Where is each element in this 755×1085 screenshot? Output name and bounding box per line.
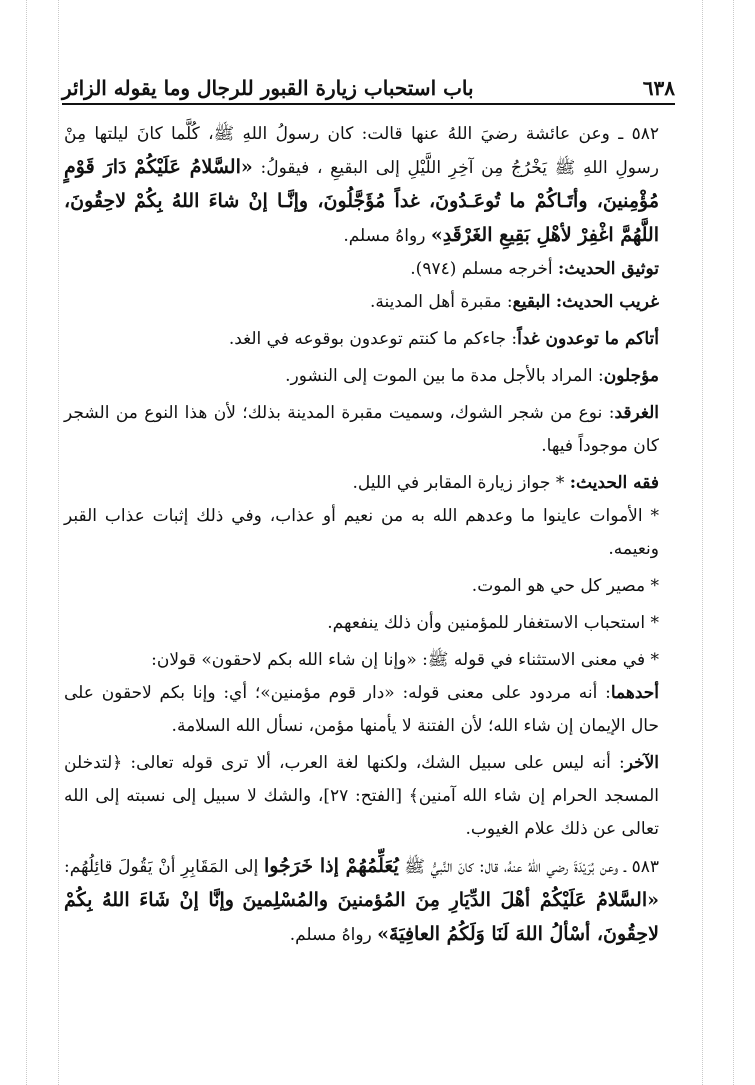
fiqh-point: * مصير كل حي هو الموت. (471, 576, 659, 596)
tawthiq-text: أخرجه مسلم (٩٧٤). (410, 259, 553, 279)
second-opinion-text: : أنه ليس على سبيل الشك، ولكنها لغة العرب، ألا ترى قوله تعالى: ﴿لتدخلن المسجد الحرام إن شاء الله آمنين﴾ [الفتح: ٢٧]، والشك لا سبيل إلى نسبته إلى الله تعالى عن ذلك علام الغيوب. (64, 753, 659, 839)
glossary-text: : المراد بالأجل مدة ما بين الموت إلى النشور. (285, 366, 604, 386)
hadith-583-intro-1: ٥٨٣ ـ وعن بُرَيْدَةَ رضي اللهُ عنهُ، قال: كانَ النَّبيُّ ﷺ (404, 857, 659, 877)
fiqh-point: * استحباب الاستغفار للمؤمنين وأن ذلك ينفعهم. (327, 613, 659, 633)
gharib-term: البقيع (512, 292, 551, 312)
glossary-item (64, 323, 673, 356)
fiqh-point: * الأموات عاينوا ما وعدهم الله به من نعيم أو عذاب، وفي ذلك إثبات عذاب القبر ونعيمه. (64, 506, 659, 559)
hadith-582-quote-3: لاحِقُونَ، اللَّهُمَّ اغْفِرْ لأهْلِ بَقِيعِ الغَرْقَدِ» (64, 190, 659, 246)
hadith-583-quote-1: «السَّلامُ عَلَيْكُمْ أهْلَ الدِّيَارِ مِنَ المُؤمنينَ والمُسْلِمينَ (242, 889, 659, 911)
fiqh-point: * في معنى الاستثناء في قوله ﷺ: «وإنا إن شاء الله بكم لاحقون» قولان: (151, 650, 659, 670)
hadith-582-intro-1: ٥٨٢ ـ وعن عائشة رضيَ اللهُ عنها قالت: كان رسولُ اللهِ ﷺ، كُلَّما كانَ (136, 124, 659, 144)
first-opinion-text: : أنه مردود على معنى قوله: «دار قوم مؤمنين»؛ أي: وإنا بكم لاحقون على حال الإيمان إن شاء الله؛ لأن الفتنة لا يأمنها مؤمن، نسأل الله السلامة. (64, 683, 659, 736)
glossary-term: مؤجلون (603, 366, 659, 386)
gharib-label: غريب الحديث: (555, 292, 659, 312)
hadith-583-intro-2: إلى المَقَابِرِ أنْ يَقُولَ قائِلُهُم: (64, 857, 259, 877)
glossary-term: الغرقد (614, 403, 659, 423)
glossary-text: : جاءكم ما كنتم توعدون بوقوعه في الغد. (228, 329, 518, 349)
tawthiq-section (64, 253, 673, 286)
first-opinion (64, 677, 673, 743)
scan-guide-line (58, 0, 59, 1085)
hadith-582-narrator: رواهُ مسلم. (343, 226, 426, 246)
glossary-item (64, 397, 673, 463)
scan-guide-line (733, 0, 734, 1085)
scan-guide-line (702, 0, 703, 1085)
hadith-582-intro-2: ليلتها مِنْ رسولِ اللهِ ﷺ يَخْرُجُ مِن آخِرِ اللَّيْلِ إلى البقيعِ ، فيقولُ: (64, 124, 660, 178)
hadith-582-quote-2: دَارَ قَوْمٍ مُؤْمِنينَ، وأتَـاكُمْ ما تُوعَـدُونَ، غداً مُؤَجَّلُونَ، وإنَّـا إنْ شاءَ اللهُ بِكُمْ (64, 156, 659, 212)
fiqh-point: * جواز زيارة المقابر في الليل. (352, 473, 565, 493)
hadith-583-intro-1b: يُعَلِّمُهُمْ إذا خَرَجُوا (263, 855, 399, 877)
tawthiq-label: توثيق الحديث: (558, 259, 659, 279)
glossary-term: أتاكم ما توعدون غداً (517, 329, 659, 349)
fiqh-section (64, 467, 673, 500)
hadith-582 (64, 118, 673, 253)
hadith-583-quote-2: وإنَّا إنْ شَاءَ اللهُ بِكُمْ لاحِقُونَ، أسْألُ اللهَ لَنَا وَلَكُمُ العافِيَةَ» (64, 889, 659, 945)
second-opinion-label: الآخر (624, 753, 659, 773)
first-opinion-label: أحدهما (610, 683, 659, 703)
glossary-item (64, 360, 673, 393)
gharib-text: : مقبرة أهل المدينة. (369, 292, 513, 312)
gharib-section (64, 286, 673, 319)
header-rule (62, 103, 675, 105)
page-number: ٦٣٨ (642, 76, 675, 100)
chapter-title: باب استحباب زيارة القبور للرجال وما يقوله الزائر (62, 76, 474, 100)
hadith-583-narrator: رواهُ مسلم. (289, 925, 372, 945)
running-header (62, 70, 675, 100)
glossary-text: : نوع من شجر الشوك، وسميت مقبرة المدينة بذلك؛ لأن هذا النوع من الشجر كان موجوداً فيها. (64, 403, 659, 456)
second-opinion (64, 747, 673, 846)
fiqh-label: فقه الحديث: (569, 473, 659, 493)
hadith-582-quote-1: «السَّلامُ عَلَيْكُمْ (134, 156, 253, 178)
hadith-583 (64, 850, 673, 952)
scan-guide-line (26, 0, 27, 1085)
page-body (64, 118, 673, 952)
